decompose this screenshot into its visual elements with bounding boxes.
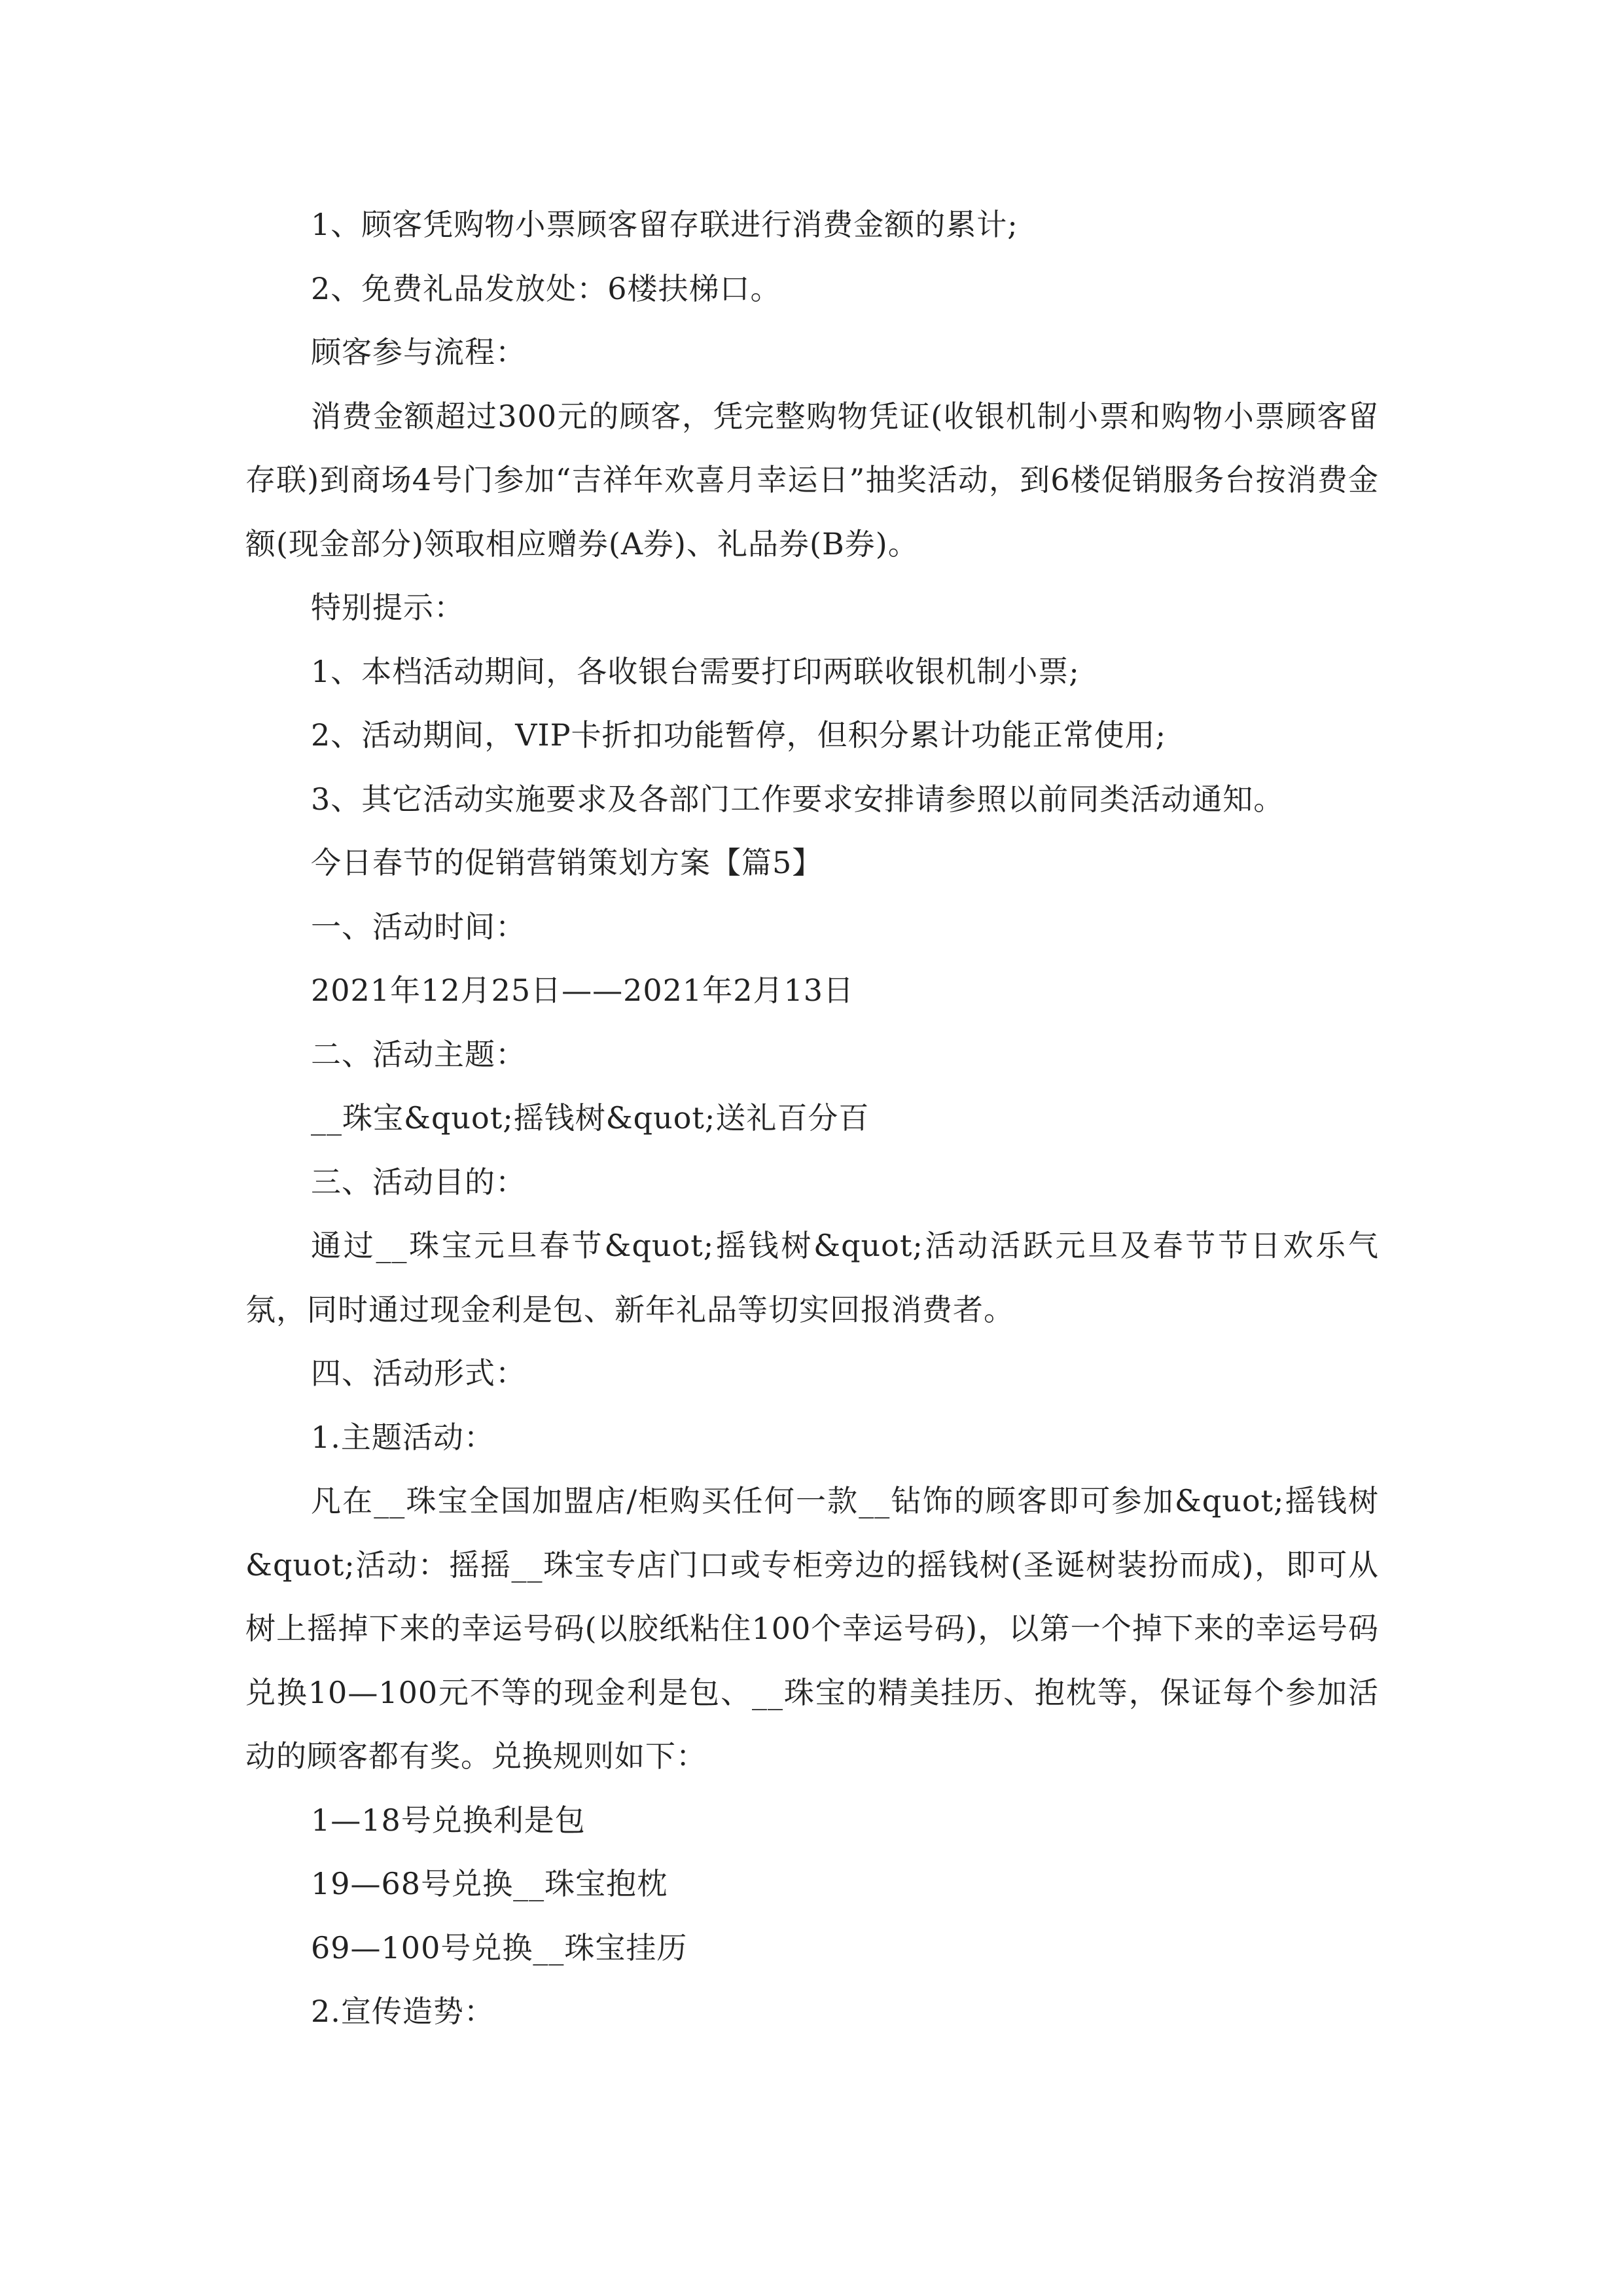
paragraph-notice-3: 3、其它活动实施要求及各部门工作要求安排请参照以前同类活动通知。 xyxy=(311,781,1285,817)
paragraph-notice-1: 1、本档活动期间，各收银台需要打印两联收银机制小票; xyxy=(311,653,1080,689)
heading-activity-form: 四、活动形式： xyxy=(311,1355,526,1391)
heading-activity-purpose: 三、活动目的： xyxy=(311,1164,526,1200)
heading-main-activity: 1.主题活动： xyxy=(311,1419,495,1455)
heading-activity-theme: 二、活动主题： xyxy=(311,1036,526,1072)
heading-promotion: 2.宣传造势： xyxy=(311,1994,495,2029)
paragraph-date-range: 2021年12月25日——2021年2月13日 xyxy=(311,973,854,1008)
paragraph-purpose: 通过__珠宝元旦春节&quot;摇钱树&quot;活动活跃元旦及春节节日欢乐气氛，同时通过现金利是包、新年礼品等切实回报消费者。 xyxy=(245,1228,1379,1327)
list-item-redeem-2: 19—68号兑换__珠宝抱枕 xyxy=(311,1866,668,1901)
paragraph-main-activity: 凡在__珠宝全国加盟店/柜购买任何一款__钻饰的顾客即可参加&quot;摇钱树&quot;活动：摇摇__珠宝专店门口或专柜旁边的摇钱树(圣诞树装扮而成)，即可从树上摇掉下来的幸运号码(以胶纸粘住100个幸运号码)，以第一个掉下来的幸运号码兑换10—100元不等的现金利是包、__珠宝的精美挂历、抱枕等，保证每个参加活动的顾客都有奖。兑换规则如下： xyxy=(245,1483,1379,1774)
paragraph-gift-location: 2、免费礼品发放处：6楼扶梯口。 xyxy=(311,270,781,306)
paragraph-process-heading: 顾客参与流程： xyxy=(311,334,526,370)
paragraph-theme: __珠宝&quot;摇钱树&quot;送礼百分百 xyxy=(311,1100,870,1136)
list-item-redeem-3: 69—100号兑换__珠宝挂历 xyxy=(311,1929,688,1965)
heading-activity-time: 一、活动时间： xyxy=(311,908,526,944)
section-title: 今日春节的促销营销策划方案【篇5】 xyxy=(311,845,823,880)
paragraph-notice-2: 2、活动期间，VIP卡折扣功能暂停，但积分累计功能正常使用; xyxy=(311,717,1167,753)
document-body xyxy=(245,193,1379,2044)
paragraph-notice-heading: 特别提示： xyxy=(311,590,465,625)
list-item-redeem-1: 1—18号兑换利是包 xyxy=(311,1802,586,1838)
paragraph-tally-rule: 1、顾客凭购物小票顾客留存联进行消费金额的累计; xyxy=(311,207,1018,242)
paragraph-process-detail: 消费金额超过300元的顾客，凭完整购物凭证(收银机制小票和购物小票顾客留存联)到商场4号门参加“吉祥年欢喜月幸运日”抽奖活动，到6楼促销服务台按消费金额(现金部分)领取相应赠券(A券)、礼品券(B券)。 xyxy=(245,398,1379,562)
